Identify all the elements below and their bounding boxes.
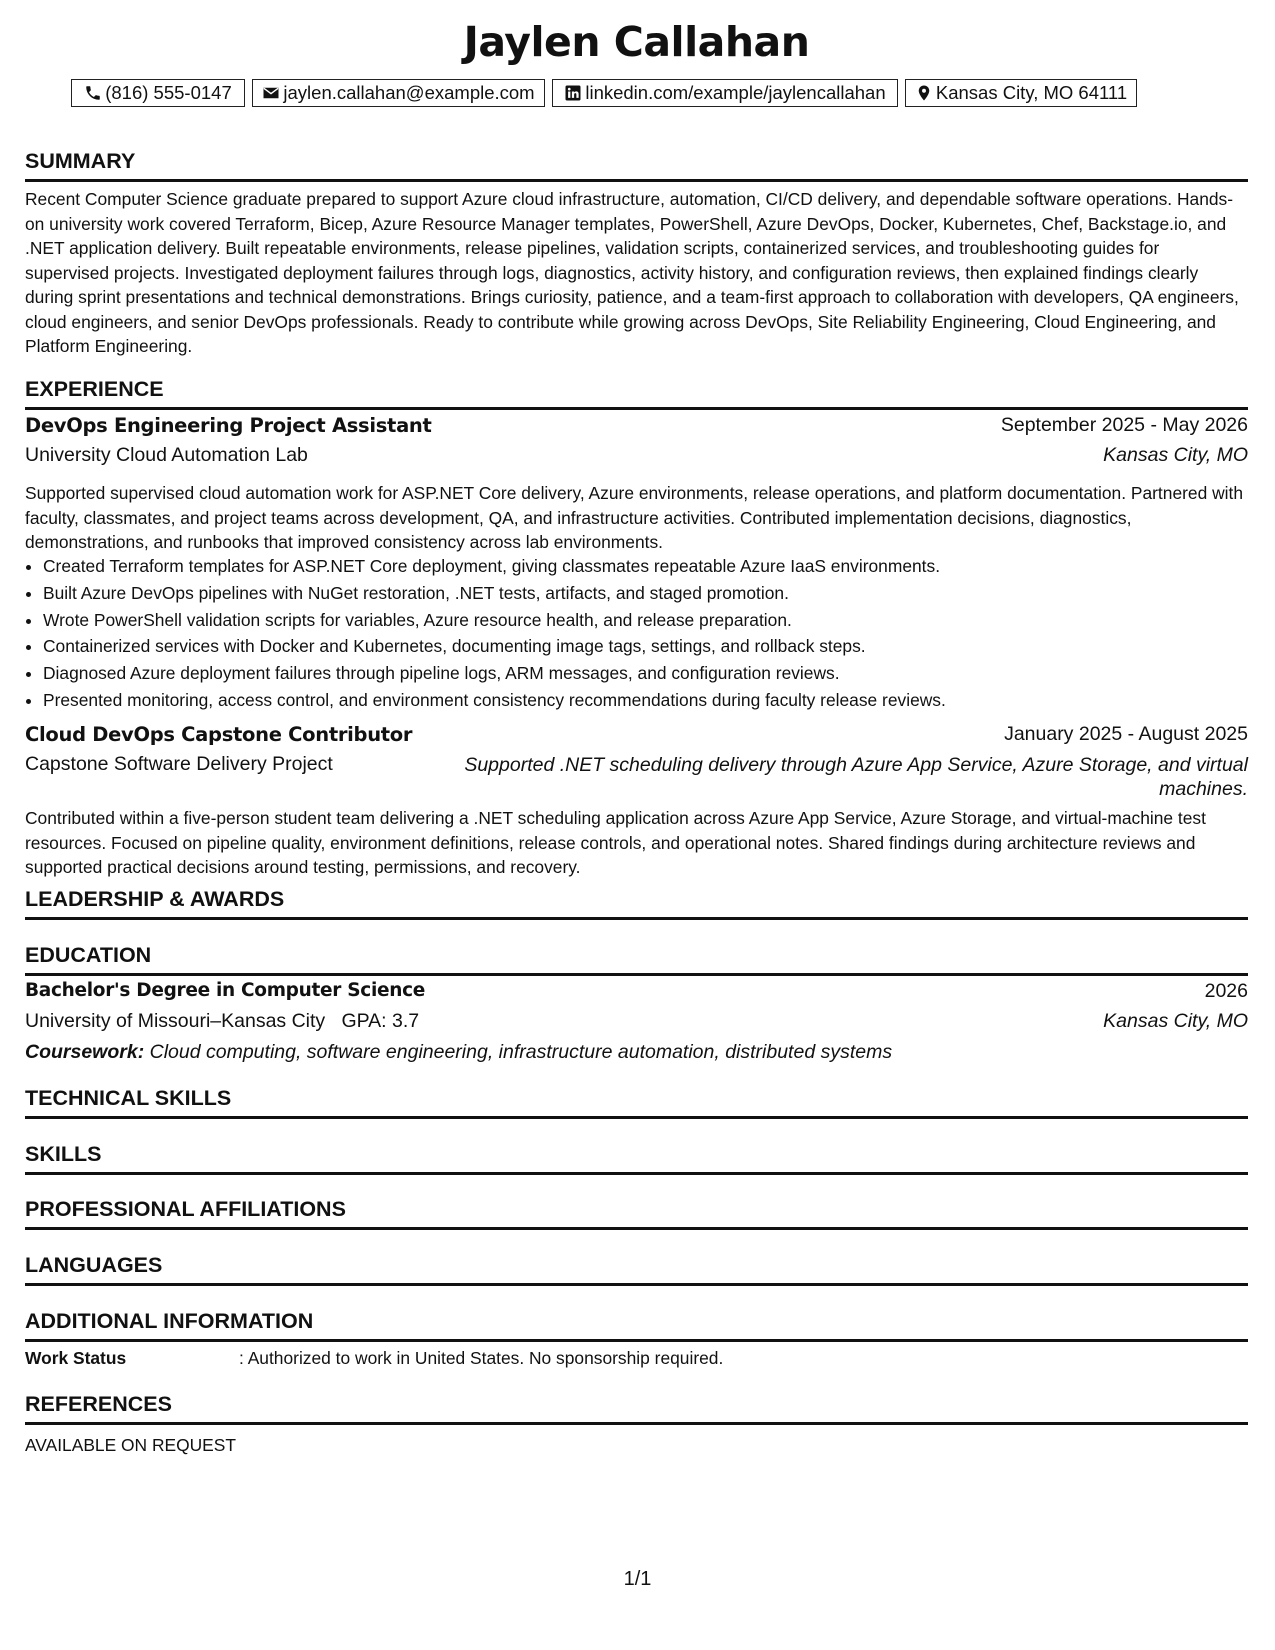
section-divider: [25, 1227, 1248, 1230]
coursework-line: [25, 1041, 892, 1064]
section-title-technical-skills: TECHNICAL SKILLS: [25, 1086, 232, 1110]
list-item: • Diagnosed Azure deployment failures through pipeline logs, ARM messages, and configuration reviews.: [43, 660, 1248, 687]
affiliations-section: [25, 1196, 1248, 1230]
coursework-row: [25, 1041, 1248, 1071]
job-bullets: [25, 553, 1248, 714]
phone-icon: [84, 84, 102, 102]
section-divider: [25, 973, 1248, 976]
leadership-section: [25, 886, 1248, 920]
education-section: [25, 942, 1248, 1062]
section-title-additional-info: ADDITIONAL INFORMATION: [25, 1309, 314, 1333]
work-status-value: : Authorized to work in United States. No sponsorship required.: [239, 1348, 724, 1368]
section-divider: [25, 179, 1248, 182]
languages-section: [25, 1252, 1248, 1286]
contact-phone-text: (816) 555-0147: [105, 82, 232, 103]
additional-info-section: [25, 1308, 1248, 1368]
work-status-label: Work Status: [25, 1348, 127, 1368]
list-item: • Wrote PowerShell validation scripts for variables, Azure resource health, and release preparation.: [43, 607, 1248, 634]
graduation-year: 2026: [1204, 980, 1248, 1002]
section-title-skills: SKILLS: [25, 1142, 102, 1166]
references-text: AVAILABLE ON REQUEST: [25, 1435, 237, 1455]
job-dates: January 2025 - August 2025: [1004, 723, 1248, 745]
summary-text: Recent Computer Science graduate prepared to support Azure cloud infrastructure, automation, CI/CD delivery, and dependable software operations. Hands-on university work covered Terraform, Bicep, Azure Resource Manager templates, PowerShell, Azure DevOps, Docker, Kubernetes, Chef, Backstage.io, and .NET application delivery. Built repeatable environments, release pipelines, validation scripts, containerized services, and troubleshooting guides for supervised projects. Investigated deployment failures through logs, diagnostics, activity history, and configuration reviews, then explained findings clearly during sprint presentations and technical demonstrations. Brings curiosity, patience, and a team-first approach to collaboration with developers, QA engineers, cloud engineers, and senior DevOps professionals. Ready to contribute while growing across DevOps, Site Reliability Engineering, Cloud Engineering, and Platform Engineering.: [25, 189, 1239, 356]
section-title-references: REFERENCES: [25, 1392, 172, 1416]
list-item: • Containerized services with Docker and Kubernetes, documenting image tags, settings, and rollback steps.: [43, 633, 1248, 660]
school-line: [25, 1010, 419, 1033]
page-number: 1/1: [623, 1568, 652, 1590]
school-name: University of Missouri–Kansas City: [25, 1010, 326, 1032]
contact-email-text: jaylen.callahan@example.com: [283, 82, 535, 103]
job-title: Cloud DevOps Capstone Contributor: [25, 723, 413, 746]
section-divider: [25, 1422, 1248, 1425]
section-title-education: EDUCATION: [25, 943, 152, 967]
contact-linkedin-text: linkedin.com/example/jaylencallahan: [585, 82, 886, 103]
linkedin-icon: [564, 84, 582, 102]
section-title-affiliations: PROFESSIONAL AFFILIATIONS: [25, 1197, 346, 1221]
envelope-icon: [262, 84, 280, 102]
contact-location-text: Kansas City, MO 64111: [935, 82, 1128, 103]
list-item: • Presented monitoring, access control, and environment consistency recommendations during faculty release reviews.: [43, 687, 1248, 714]
contact-location: [905, 79, 1137, 107]
job-tagline: Supported .NET scheduling delivery through Azure App Service, Azure Storage, and virtual machines.: [464, 754, 1248, 800]
technical-skills-section: [25, 1085, 1248, 1119]
coursework-text: Cloud computing, software engineering, infrastructure automation, distributed systems: [149, 1041, 893, 1063]
section-title-experience: EXPERIENCE: [25, 377, 164, 401]
experience-section: [25, 376, 1248, 896]
section-title-leadership: LEADERSHIP & AWARDS: [25, 887, 285, 911]
contact-linkedin[interactable]: [552, 79, 898, 107]
contact-email[interactable]: [252, 79, 545, 107]
coursework-label: Coursework:: [25, 1041, 145, 1063]
job-organization: University Cloud Automation Lab: [25, 444, 308, 466]
job-organization: Capstone Software Delivery Project: [25, 753, 333, 775]
job-org-row: [25, 753, 1248, 803]
job-dates: September 2025 - May 2026: [1000, 414, 1248, 436]
section-divider: [25, 917, 1248, 920]
contact-phone[interactable]: [71, 79, 245, 107]
education-header-row: [25, 980, 1248, 1010]
education-school-row: [25, 1010, 1248, 1040]
section-divider: [25, 1283, 1248, 1286]
job-title: DevOps Engineering Project Assistant: [25, 414, 432, 437]
job-description: Contributed within a five-person student team delivering a .NET scheduling application across Azure App Service, Azure Storage, and virtual-machine test resources. Focused on pipeline quality, environment definitions, release controls, and operational notes. Shared findings during architecture reviews and supported practical decisions around testing, permissions, and recovery.: [25, 808, 1206, 877]
job-description: Supported supervised cloud automation work for ASP.NET Core delivery, Azure environments, release operations, and platform documentation. Partnered with faculty, classmates, and project teams across development, QA, and infrastructure activities. Contributed implementation decisions, diagnostics, demonstrations, and runbooks that improved consistency across lab environments.: [25, 483, 1244, 552]
work-status-row: [25, 1348, 1248, 1372]
gpa: GPA: 3.7: [341, 1010, 420, 1032]
summary-section: [25, 148, 1248, 359]
job-header-row: [25, 414, 1248, 444]
section-divider: [25, 1172, 1248, 1175]
section-title-languages: LANGUAGES: [25, 1253, 163, 1277]
job-location: Kansas City, MO: [1103, 444, 1248, 466]
degree-title: Bachelor's Degree in Computer Science: [25, 980, 426, 1001]
list-item: • Created Terraform templates for ASP.NET Core deployment, giving classmates repeatable Azure IaaS environments.: [43, 553, 1248, 580]
section-divider: [25, 1339, 1248, 1342]
skills-section: [25, 1141, 1248, 1175]
list-item: • Built Azure DevOps pipelines with NuGet restoration, .NET tests, artifacts, and staged promotion.: [43, 580, 1248, 607]
job-header-row: [25, 723, 1248, 753]
section-divider: [25, 1116, 1248, 1119]
map-pin-icon: [915, 84, 933, 102]
candidate-name: Jaylen Callahan: [463, 18, 810, 66]
job-org-row: [25, 444, 1248, 474]
school-location: Kansas City, MO: [1103, 1010, 1248, 1032]
references-section: [25, 1391, 1248, 1458]
section-divider: [25, 407, 1248, 410]
contact-bar: [25, 79, 1248, 109]
section-title-summary: SUMMARY: [25, 149, 136, 173]
